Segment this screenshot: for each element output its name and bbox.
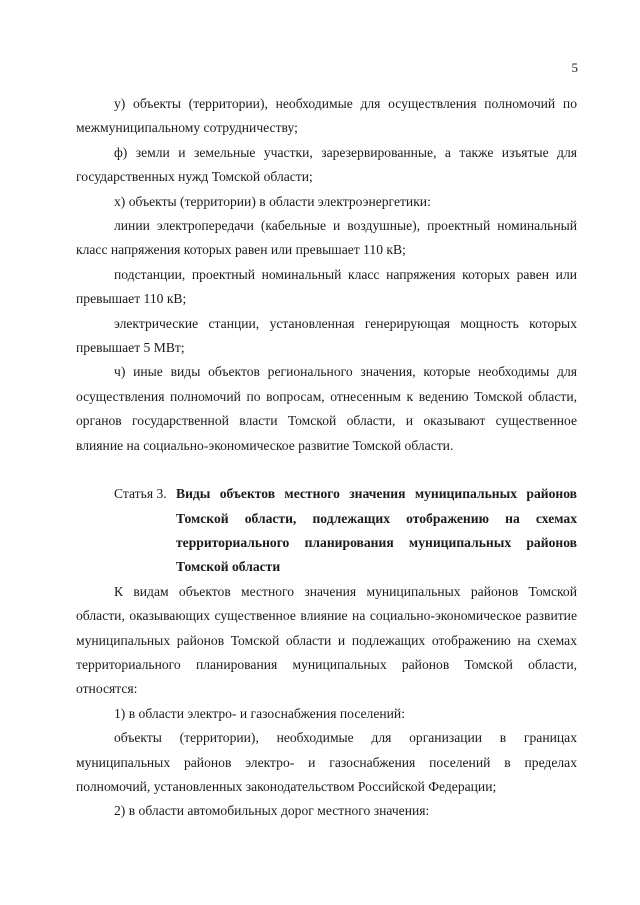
paragraph-u: у) объекты (территории), необходимые для осуществления полномочий по межмуниципальному сотрудничеству; — [76, 96, 577, 136]
paragraph-power-stations: электрические станции, установленная генерирующая мощность которых превышает 5 МВт; — [76, 315, 577, 356]
paragraph-item-2: 2) в области автомобильных дорог местного значения: — [114, 803, 430, 819]
article-heading — [76, 482, 577, 580]
paragraph-objects: объекты (территории), необходимые для организации в границах муниципальных районов электро- и газоснабжения поселений в пределах полномочий, установленных законодательством Российской Федерации; — [76, 730, 577, 794]
paragraph-kh: х) объекты (территории) в области электроэнергетики: — [114, 193, 431, 209]
document-body — [76, 92, 577, 824]
paragraph-article-intro: К видам объектов местного значения муниципальных районов Томской области, оказывающих существенное влияние на социально-экономическое развитие муниципальных районов Томской области и подлежащих отображению на схемах территориального планирования муниципальных районов Томской области, относятся: — [76, 583, 577, 697]
paragraph-item-1: 1) в области электро- и газоснабжения поселений: — [114, 705, 405, 721]
article-label: Статья 3. — [114, 486, 167, 502]
page-number: 5 — [571, 60, 578, 75]
paragraph-ch: ч) иные виды объектов регионального значения, которые необходимы для осуществления полномочий по вопросам, отнесенным к ведению Томской области, органов государственной власти Томской области, и оказывают существенное влияние на социально-экономическое развитие Томской области. — [76, 364, 577, 453]
paragraph-substations: подстанции, проектный номинальный класс напряжения которых равен или превышает 110 кВ; — [76, 266, 577, 307]
paragraph-power-lines: линии электропередачи (кабельные и воздушные), проектный номинальный класс напряжения которых равен или превышает 110 кВ; — [76, 218, 577, 258]
article-title: Виды объектов местного значения муниципальных районов Томской области, подлежащих отображению на схемах территориального планирования муниципальных районов Томской области — [176, 486, 577, 575]
paragraph-f: ф) земли и земельные участки, зарезервированные, а также изъятые для государственных нужд Томской области; — [76, 144, 577, 185]
